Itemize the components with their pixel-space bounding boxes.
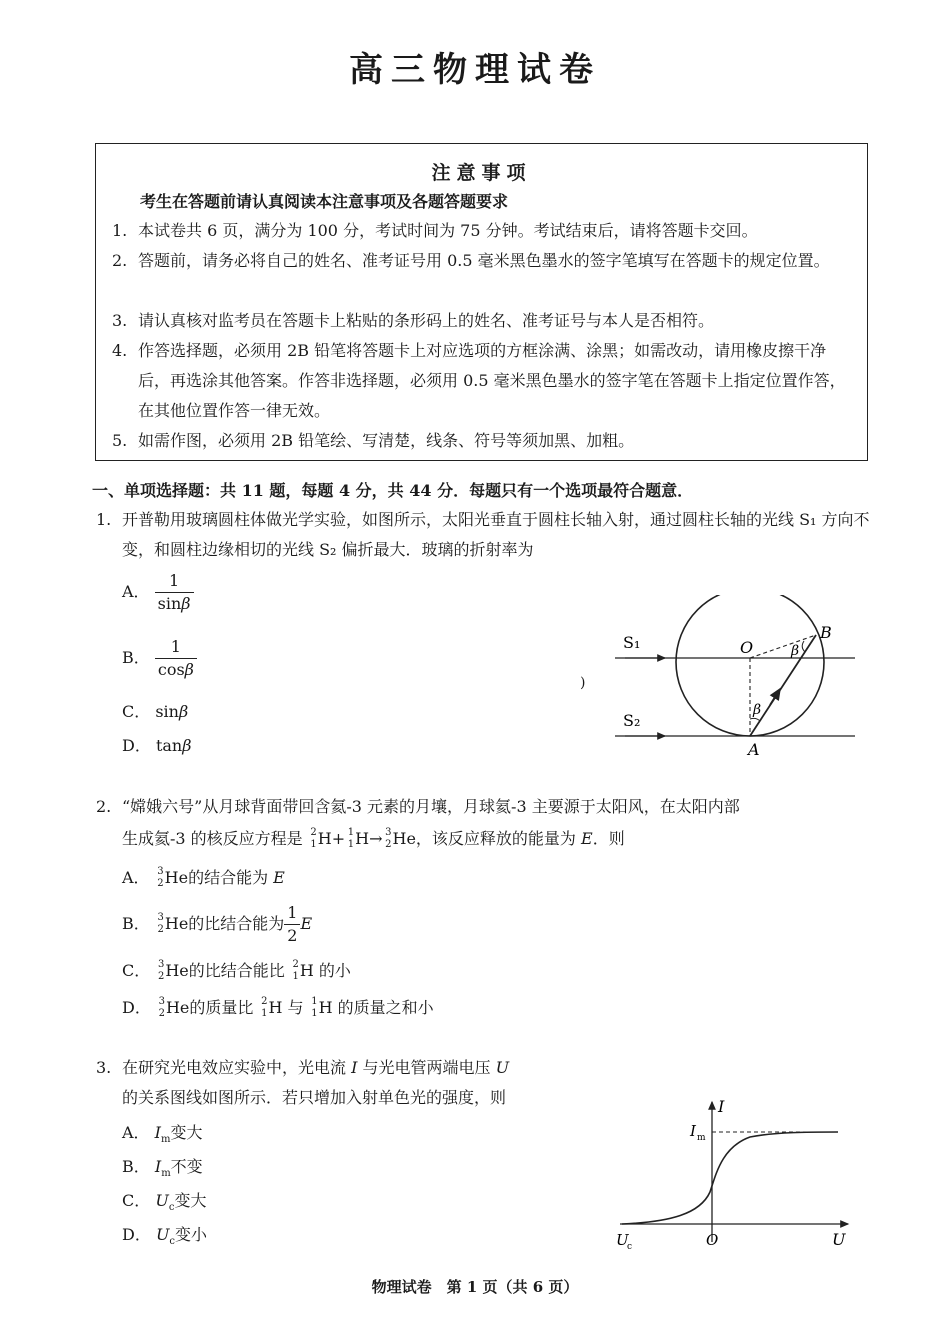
option-text: 变大 [174, 1191, 207, 1210]
option-label: A． [122, 582, 150, 601]
voltage-symbol: U [495, 1058, 510, 1077]
isotope-prefix: 2 1 [292, 958, 299, 982]
question-3 [96, 1053, 616, 1083]
fraction [155, 570, 194, 615]
numerator: 1 [155, 570, 194, 593]
denominator [155, 593, 194, 615]
tan-label: tan [155, 736, 183, 755]
notice-item-number: 4. [112, 341, 128, 360]
stray-mark: ) [580, 675, 586, 691]
notice-item-text: 本试卷共 6 页，满分为 100 分，考试时间为 75 分钟。考试结束后，请将答题卡交回。 [138, 221, 758, 240]
option-text: 的小 [313, 961, 351, 980]
question-3-line2: 的关系图线如图所示．若只增加入射单色光的强度，则 [122, 1088, 507, 1107]
label-beta-a: β [753, 702, 762, 718]
option-label: D． [122, 1225, 151, 1244]
helium-symbol: He [164, 868, 189, 887]
q1-option-d [122, 731, 191, 761]
angle-arc-b [802, 641, 805, 652]
q3-option-d: D． $U_c$变小 [122, 1225, 208, 1248]
isotope-prefix: 1 1 [347, 826, 355, 850]
hydrogen-symbol: H [268, 998, 283, 1017]
question-text: 开普勒用玻璃圆柱体做光学实验，如图所示，太阳光垂直于圆柱长轴入射，通过圆柱长轴的光线 S₁ 方向不变，和圆柱边缘相切的光线 S₂ 偏折最大．玻璃的折射率为 [122, 510, 870, 559]
helium-symbol: He [165, 998, 190, 1017]
question-number: 2. [96, 797, 112, 816]
angle-arc-a [750, 718, 760, 721]
option-text: 的结合能为 [188, 868, 274, 887]
page-footer: 物理试卷 第 1 页（共 6 页） [371, 1278, 579, 1296]
question-text: ．则 [592, 829, 625, 848]
isotope-prefix: 3 2 [157, 865, 164, 889]
question-text: 生成氦-3 的核反应方程是 [122, 829, 308, 848]
question-text: ，该反应释放的能量为 [415, 829, 581, 848]
page-title: 高三物理试卷 [349, 50, 601, 90]
hydrogen-symbol: H [299, 961, 314, 980]
question-text-line1: “嫦娥六号”从月球背面带回含氦-3 元素的月壤，月球氦-3 主要源于太阳风，在太阳内部 [122, 797, 740, 816]
helium-symbol: He [165, 961, 189, 980]
option-text: 的比结合能比 [188, 961, 290, 980]
energy-symbol: E [581, 829, 593, 848]
label-beta-b: β [791, 643, 800, 659]
option-label: C． [122, 702, 151, 721]
notice-box [95, 143, 868, 461]
question-2-line2 [122, 824, 902, 854]
label-uc-sub: c [627, 1242, 633, 1252]
uc-symbol: U [155, 1225, 170, 1244]
refracted-ray-arrow [770, 689, 780, 705]
energy-symbol: E [273, 868, 285, 887]
q3-iu-graph [610, 1092, 860, 1252]
notice-item-number: 1. [112, 221, 128, 240]
label-b: B [820, 623, 832, 642]
beta-symbol: β [184, 660, 194, 679]
uc-symbol: U [155, 1191, 169, 1210]
q1-option-b [122, 636, 197, 681]
question-number: 3. [96, 1058, 112, 1077]
q2-option-b [122, 902, 312, 947]
numerator: 1 [155, 636, 197, 659]
fraction [155, 636, 197, 681]
hydrogen-symbol: H [318, 998, 333, 1017]
option-label: A． [122, 868, 150, 887]
helium-symbol: He [164, 914, 189, 933]
label-o: O [740, 638, 754, 657]
q2-option-c [122, 956, 351, 986]
option-label: D． [122, 998, 151, 1017]
fraction: $\frac{1}{2}$ [284, 902, 300, 947]
label-im-sub: m [697, 1133, 706, 1143]
isotope-prefix: 3 2 [385, 826, 392, 850]
plus-sign: + [331, 829, 346, 848]
helium-symbol: He [392, 829, 416, 848]
q1-option-c [122, 697, 188, 727]
section-heading: 一、单项选择题：共 11 题，每题 4 分，共 44 分．每题只有一个选项最符合题意． [92, 481, 694, 500]
notice-item-text: 作答选择题，必须用 2B 铅笔将答题卡上对应选项的方框涂满、涂黑；如需改动，请用橡皮擦干净后，再选涂其他答案。作答非选择题，必须用 0.5 毫米黑色墨水的签字笔在答题卡上指定位置作答，在其他位置作答一律无效。 [138, 341, 846, 420]
label-uc: U [616, 1231, 629, 1249]
radius-ob [750, 635, 816, 658]
notice-item [112, 336, 857, 426]
notice-item-text: 答题前，请务必将自己的姓名、准考证号用 0.5 毫米黑色墨水的签字笔填写在答题卡的规定位置。 [138, 251, 830, 270]
option-label: B． [122, 914, 150, 933]
denominator [155, 659, 197, 681]
label-s2: S₂ [623, 711, 641, 730]
isotope-prefix: 3 2 [158, 995, 165, 1019]
option-text: 与 [282, 998, 309, 1017]
option-label: B． [122, 648, 150, 667]
energy-symbol: E [300, 914, 313, 933]
notice-item [112, 306, 857, 336]
isotope-prefix: 2 1 [310, 826, 317, 850]
label-a: A [748, 740, 760, 759]
cos-label: cos [157, 660, 185, 679]
q2-option-a [122, 863, 285, 893]
question-text-line1: 在研究光电效应实验中，光电流 I 与光电管两端电压 U [122, 1058, 510, 1077]
question-2 [96, 792, 896, 822]
iu-curve [622, 1132, 838, 1224]
question-number: 1. [96, 510, 112, 529]
notice-item-number: 3. [112, 311, 128, 330]
notice-item-text: 如需作图，必须用 2B 铅笔绘、写清楚，线条、符号等须加黑、加粗。 [138, 431, 635, 450]
im-symbol: I [154, 1157, 162, 1176]
notice-item [112, 216, 857, 246]
notice-item-number: 5. [112, 431, 128, 450]
q2-option-d [122, 993, 434, 1023]
beta-symbol: β [178, 702, 189, 721]
option-text: 的质量比 [189, 998, 259, 1017]
option-label: A． [122, 1123, 150, 1142]
beta-symbol: β [181, 594, 191, 613]
label-im: I [690, 1122, 696, 1140]
option-label: C． [122, 1191, 151, 1210]
isotope-prefix: 1 1 [311, 995, 318, 1019]
isotope-prefix: 3 2 [157, 958, 165, 982]
q1-cylinder-figure [610, 595, 860, 760]
hydrogen-symbol: H [355, 829, 370, 848]
option-text: 的比结合能为 [188, 914, 285, 933]
option-text: 变大 [170, 1123, 203, 1142]
q3-option-b: B． $I_m$不变 [122, 1157, 203, 1180]
option-label: D． [122, 736, 151, 755]
axis-label-i: I [718, 1097, 725, 1116]
current-symbol: I [351, 1058, 358, 1077]
notice-title: 注意事项 [431, 162, 532, 184]
beta-symbol: β [182, 736, 192, 755]
isotope-prefix: 3 2 [157, 911, 164, 935]
notice-item-number: 2. [112, 251, 128, 270]
notice-item [112, 426, 857, 456]
option-text: 变小 [175, 1225, 208, 1244]
axis-label-u: U [832, 1230, 846, 1249]
option-label: B． [122, 1157, 150, 1176]
hydrogen-symbol: H [317, 829, 332, 848]
option-label: C． [122, 961, 151, 980]
notice-item-text: 请认真核对监考员在答题卡上粘贴的条形码上的姓名、准考证号与本人是否相符。 [138, 311, 715, 330]
sin-label: sin [155, 702, 179, 721]
notice-item [112, 246, 857, 276]
q3-option-c: C． $U_c$变大 [122, 1191, 207, 1214]
arrow-sign: → [369, 829, 383, 848]
q3-option-a: A． $I_m$变大 [122, 1123, 203, 1146]
option-text: 的质量之和小 [332, 998, 434, 1017]
option-text: 不变 [170, 1157, 203, 1176]
sin-label: sin [157, 594, 182, 613]
im-symbol: I [154, 1123, 161, 1142]
label-s1: S₁ [623, 633, 641, 652]
question-1 [96, 505, 881, 565]
notice-subtitle: 考生在答题前请认真阅读本注意事项及各题答题要求 [140, 192, 509, 211]
q1-option-a [122, 570, 194, 615]
label-origin: O [706, 1231, 719, 1249]
isotope-prefix: 2 1 [261, 995, 268, 1019]
